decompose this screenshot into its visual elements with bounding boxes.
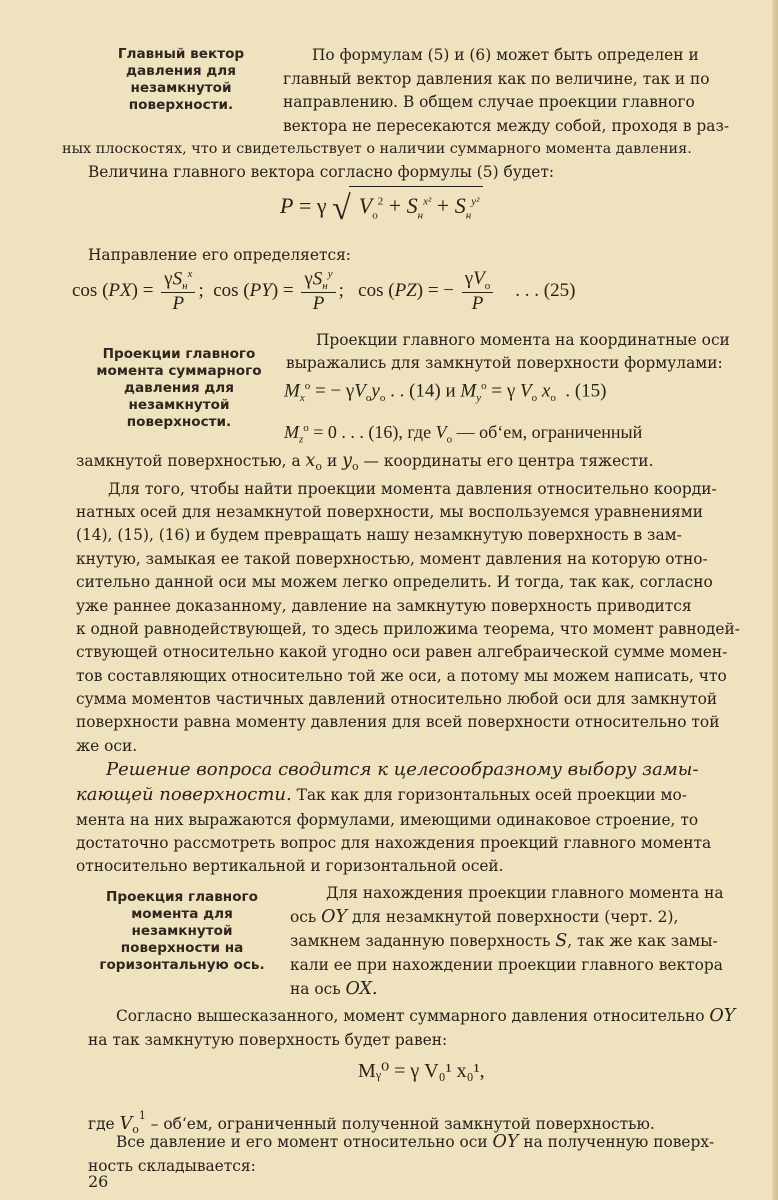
text-fragment: Так как для горизонтальных осей проекции мо- [296, 786, 687, 804]
text-line: натных осей для незамкнутой поверхности, мы воспользуемся уравнениями [76, 503, 703, 521]
text-line: кали ее при нахождении проекции главного вектора [290, 956, 723, 974]
text-fragment: – об‘ем, ограниченный полученной замкнутой поверхностью. [150, 1115, 655, 1133]
text-fragment: на полученную поверх- [523, 1133, 715, 1151]
sidenote-horizontal-axis [84, 889, 280, 974]
text-fragment: и [326, 452, 338, 470]
page-edge [772, 0, 778, 1200]
italic-text: Решение вопроса сводится к целесообразному выбору замы- [106, 759, 699, 780]
text-line: же оси. [76, 737, 138, 755]
axis-oy: OY [709, 1006, 736, 1026]
sidenote-moment-projections [84, 346, 274, 431]
text-line: достаточно рассмотреть вопрос для нахождения проекций главного момента [76, 834, 712, 852]
formula-direction-cosines: cos (PX) = $\frac{\gamma S_н^x}{P}$ ; cos (PY) = $\frac{\gamma S_н^y}{P}$ ; cos (PZ) = − $\frac{\gamma V_o}{P}$ . . . (25) [72, 268, 576, 315]
surface-s: S [555, 931, 568, 951]
text-line [106, 760, 699, 780]
text-fragment: замкнутой поверхностью, а [76, 452, 301, 470]
text-fragment: Все давление и его момент относительно оси [116, 1133, 488, 1151]
axis-oy: OY [321, 907, 348, 927]
text-line: По формулам (5) и (6) может быть определен и [312, 46, 699, 64]
formula-my-closed: Mᵧ⁰ = γ V₀¹ x₀¹, [358, 1060, 485, 1082]
text-line: ствующей относительно какой угодно оси равен алгебраической сумме момен- [76, 643, 728, 661]
sidenote-line: горизонтальную ось. [99, 957, 265, 973]
cos-label: cos [72, 279, 98, 301]
text-line: (14), (15), (16) и будем превращать нашу незамкнутую поверхность в зам- [76, 526, 682, 544]
text-line: ных плоскостях, что и свидетельствует о наличии суммарного момента давления. [62, 141, 692, 157]
axis-oy: OY [492, 1132, 519, 1152]
axis-ox: OX. [345, 979, 378, 999]
text-line [76, 785, 687, 805]
equation-text: = 0 . . . (16), где [313, 422, 432, 442]
sidenote-line: поверхности. [128, 97, 234, 113]
text-line: вектора не пересекаются между собой, проходя в раз- [283, 117, 730, 135]
equation-tag: (14) и [409, 380, 456, 402]
text-line [290, 931, 718, 951]
text-line: на так замкнутую поверхность будет равен: [88, 1031, 448, 1049]
text-line: к одной равнодействующей, то здесь приложима теорема, что момент равнодей- [76, 620, 740, 638]
text-line: Для нахождения проекции главного момента на [326, 884, 724, 902]
sidenote-line: поверхности. [126, 414, 232, 430]
text-line: Проекции главного момента на координатные оси [316, 331, 730, 349]
text-line: Направление его определяется: [88, 246, 351, 264]
text-line: ность складывается: [88, 1157, 256, 1175]
cos-label: cos [213, 279, 239, 301]
text-line: сумма моментов частичных давлений относительно любой оси для замкнутой [76, 690, 718, 708]
page-number: 26 [88, 1172, 109, 1191]
text-line: кнутую, замыкая ее такой поверхностью, момент давления на которую отно- [76, 550, 708, 568]
text-line: Величина главного вектора согласно формулы (5) будет: [88, 163, 555, 181]
sidenote-line: Главный вектор [117, 46, 245, 62]
text-line: сительно данной оси мы можем легко определить. И тогда, так как, согласно [76, 573, 713, 591]
text-fragment: где [88, 1115, 115, 1133]
sidenote-line: давления для [124, 380, 234, 396]
formula-16: $M_z^o = 0$ . . . (16), где $V_o$ — об‘ем, ограниченный [284, 422, 643, 446]
equation-tag: (15) [574, 380, 607, 402]
text-fragment: на ось [290, 980, 341, 998]
sidenote-line: Проекции главного [102, 346, 256, 362]
italic-text: кающей поверхности. [76, 784, 292, 805]
text-line: главный вектор давления как по величине, так и по [283, 70, 710, 88]
sidenote-line: момента суммарного [96, 363, 262, 379]
text-line: Для того, чтобы найти проекции момента давления относительно коорди- [108, 480, 717, 498]
text-line: направлению. В общем случае проекции главного [283, 93, 695, 111]
text-line: тов составляющих относительно той же оси, а потому мы можем написать, что [76, 667, 727, 685]
text-line: поверхности равна моменту давления для всей поверхности относительно той [76, 713, 720, 731]
formula-main-vector: P = γ √ $V_o^2 + S_н^{x^2} + S_н^{y^2}$ [280, 186, 483, 228]
formula-14-15: $M_x^o$ = − $\gamma V_oy_o$ . . (14) и $M_y^o = \gamma$ $V_o$ $x_o$ . (15) [284, 380, 607, 405]
sidenote-line: давления для [126, 63, 236, 79]
sidenote-line: незамкнутой [131, 923, 233, 939]
text-line [116, 1132, 714, 1152]
text-line: относительно вертикальной и горизонтальной осей. [76, 857, 504, 875]
text-line: уже раннее доказанному, давление на замкнутую поверхность приводится [76, 597, 692, 615]
equation-text: — об‘ем, ограниченный [456, 422, 643, 442]
text-line: выражались для замкнутой поверхности формулами: [286, 354, 723, 372]
sidenote-main-vector [96, 46, 266, 114]
sidenote-line: незамкнутой [128, 397, 230, 413]
sidenote-line: Проекция главного [106, 889, 258, 905]
cos-label: cos [358, 279, 384, 301]
text-fragment: ось [290, 908, 317, 926]
sidenote-line: момента для [131, 906, 233, 922]
text-fragment: замкнем заданную поверхность [290, 932, 551, 950]
text-line [290, 907, 678, 927]
text-line: замкнутой поверхностью, а $x_o$ и $y_o$ — координаты его центра тяжести. [76, 451, 654, 474]
equation-tag: (25) [543, 279, 576, 301]
text-fragment: Согласно вышесказанного, момент суммарного давления относительно [116, 1007, 705, 1025]
sidenote-line: незамкнутой [130, 80, 232, 96]
sidenote-line: поверхности на [120, 940, 244, 956]
text-line [116, 1006, 735, 1026]
text-fragment: , так же как замы- [567, 932, 718, 950]
text-line: где $V_o^1$ – об‘ем, ограниченный полученной замкнутой поверхностью. [88, 1109, 655, 1137]
text-line: мента на них выражаются формулами, имеющими одинаковое строение, то [76, 811, 699, 829]
text-fragment: для незамкнутой поверхности (черт. 2), [351, 908, 679, 926]
text-fragment: — координаты его центра тяжести. [363, 452, 654, 470]
text-line [290, 979, 378, 999]
